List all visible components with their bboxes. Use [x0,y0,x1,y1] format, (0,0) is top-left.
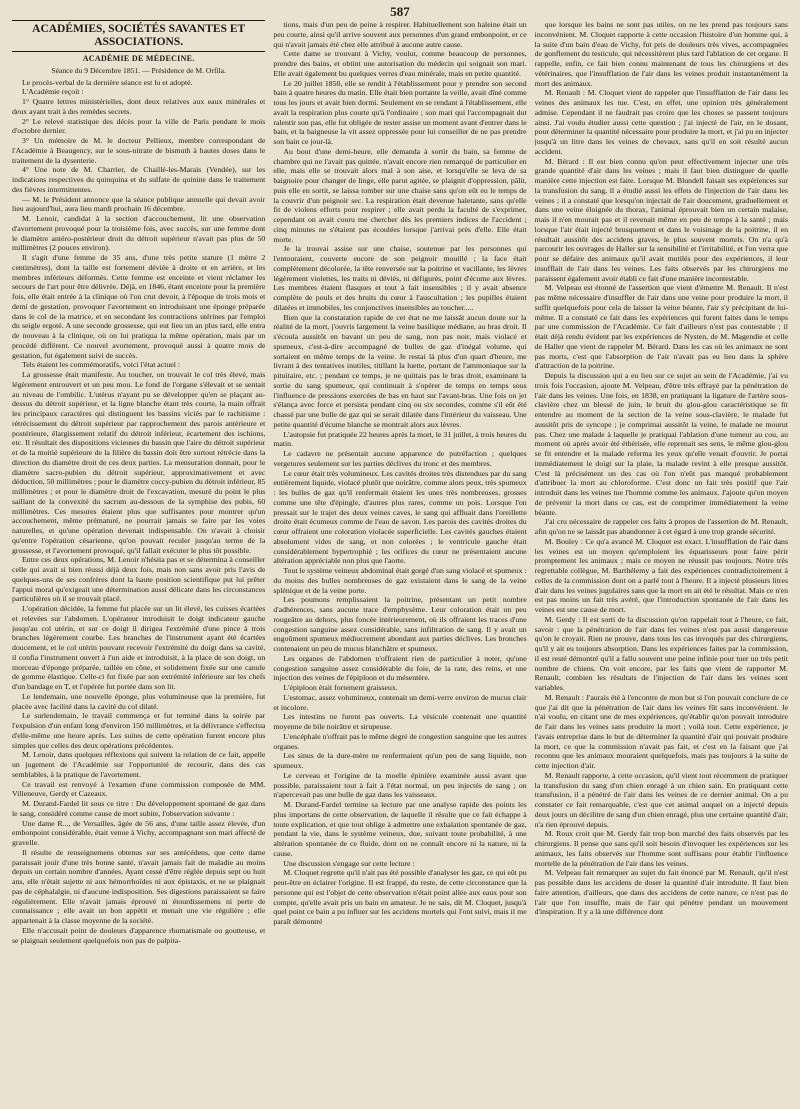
paragraph: Les intestins ne furent pas ouverts. La vésicule contenait une quantité moyenne de bile noirâtre et sirupeuse. [273,712,527,731]
paragraph: Tels étaient les commémoratifs, voici l'état actuel : [22,360,181,370]
paragraph: Il résulte de renseignemens obtenus sur ses antécédens, que cette dame paraissait jouir d'une très bonne santé, n'avait jamais fait de maladie au moins depuis un certain nombre d'années. Ayant cessé d'être réglée depuis sept ou huit ans, elle n'était sujette ni aux hémorrhoïdes ni aux épistaxis, et ne se plaignait pas de céphalalgie, ni d'aucune indisposition. Ses digestions paraissaient se faire régulièrement. Elle n'avait jamais éprouvé ni étourdissemens ni perte de connaissance ; elle avait un bon appétit et menait une vie régulière ; elle appartenait à la classe moyenne de la société. [12,847,266,925]
paragraph: Cette dame se trouvant à Vichy, voulut, comme beaucoup de personnes, prendre des bains, et obtint une autorisation du médecin qui soignait son mari. Elle avait également bu quelques verres d'eau minérale, mais en petite quantité. [273,49,527,78]
paragraph: M. Velpeau est étonné de l'assertion que vient d'émettre M. Renault. Il n'est pas même nécessaire d'insuffler de l'air dans une veine pour produire la mort, il suffit quelquefois pour cela de laisser la veine béante, l'air s'y précipitant de lui-même. Il a constaté ce fait dans les expériences qui furent faites dans le temps par une commission de l'Académie. Ce fait d'ailleurs n'est pas contestable ; il était déjà rendu évident par les expériences de Nysten, de M. Magendie et celle de Haller que vient de rappeler M. Bérard. Dans les cas où les animaux ne sont pas morts, c'est que l'absorption de l'air n'avait pas eu lieu dans la sphère d'attraction de la poitrine. [534,283,788,371]
paragraph: M. Renault : M. Cloquet vient de rappeler que l'insufflation de l'air dans les veines des animaux les tue. C'est, en effet, une opinion très généralement admise. Cependant il ne faudrait pas croire que les choses se passent toujours ainsi. J'ai voulu étudier aussi cette question ; j'ai injecté de l'air, en le dosant, pour déterminer la quantité nécessaire pour produire la mort, et j'ai pu en injecter jusqu'à un litre dans les veines de chevaux, sans qu'il en soit résulté aucun accident. [534,88,788,156]
paragraph: Elle n'accusait point de douleurs d'apparence rhumatismale ou goutteuse, et se plaignait seulement quelquefois non pas de palpita- [12,925,266,945]
paragraph: 4° Une note de M. Charrier, de Chaillé-les-Marais (Vendée), sur les indications respectives du quinquina et du sulfate de quinine dans le traitement des fièvres intermittentes. [12,165,266,194]
paragraph: L'estomac, assez volumineux, contenait un demi-verre environ de mucus clair et incolore. [273,692,527,712]
column-3-body [535,20,788,917]
column-1 [12,20,265,1108]
paragraph: M. Durand-Fardel lit sous ce titre : Du développement spontané de gaz dans le sang, considéré comme cause de mort subite, l'observation suivante : [12,799,266,818]
paragraph: Les sinus de la dure-mère ne renfermaient qu'un peu de sang liquide, non spumeux. [273,751,527,770]
paragraph: Le surlendemain, le travail commença et fut terminé dans la soirée par l'expulsion d'un enfant long d'environ 150 millimètres, et la délivrance s'effectua d'elle-même une heure après. Les suites de cette opération furent encore plus simples que celles des deux opérations précédentes. [12,711,266,750]
paragraph: Le cœur était très volumineux. Les cavités droites très distendues par du sang entièrement liquide, violacé plutôt que noirâtre, comme alors peux, très spumeux : les bulles de gaz qu'il renfermait étaient les unes très nombreuses, grosses comme une tête d'épingle, d'autres plus rares, comme un pois. Lorsque l'on pressait sur le trajet des deux veines caves, le sang qui affluait dans l'oreillette droite était écumeux comme de l'eau de savon. Les parois des cavités droites du cœur offraient une coloration violacée superficielle. Les cavités gauches étaient absolument vides de sang, et non colorées ; le ventricule gauche était considérablement hypertrophié ; les orifices du cœur ne présentaient aucune altération appréciable non plus que l'aorte. [273,468,527,566]
paragraph: Une discussion s'engage sur cette lecture : [283,858,415,868]
paragraph: que lorsque les bains ne sont pas utiles, on ne les prend pas toujours sans inconvénient. M. Cloquet rapporte à cette occasion l'histoire d'un homme qui, à la suite d'un bain d'eau de Vichy, fut pris de douleurs très vives, accompagnées de gonflement du testicule, qui nécessitèrent plus tard l'ablation de cet organe. Il rappelle, enfin, ce fait bien connu maintenant de tous les chirurgiens et des vétérinaires, que l'insufflation de l'air dans les veines produit instantanément la mort des animaux. [534,20,788,88]
paragraph: M. Bouley : Ce qu'a avancé M. Cloquet est exact. L'insufflation de l'air dans les veines est un moyen qu'emploient les équarisseurs pour faire périr promptement les animaux ; mais ce moyen ne réussit pas toujours. Notre très regrettable collègue, M. Barthélemy a fait des expériences contradictoirement à celles de la commission dont on a parlé tout à l'heure. Il a injecté plusieurs litres d'air dans les veines jugulaires sans que la mort en ait été le résultat. Mais ce n'en est pas moins un fait très avéré, que l'introduction spontanée de l'air dans les veines est une cause de mort. [534,536,788,614]
column-2-body [273,20,526,927]
paragraph: Il s'agit d'une femme de 35 ans, d'une très petite stature (1 mètre 2 centimètres), dont la taille est fortement déviée à droite et en arrière, et les membres inférieurs déformés. Cette femme est enceinte et vient réclamer les secours de l'art pour être délivrée. Déjà, en 1846, étant enceinte pour la première fois, elle était entrée à la clinique où l'on crut devoir, à l'époque de trois mois et demi de gestation, provoquer l'avortement en introduisant une éponge préparée dans le col de la matrice, et en secondant les contractions utérines par l'emploi du seigle ergoté. A une seconde grossesse, qui eut lieu un an plus tard, elle entra de nouveau à la clinique, où on lui pratiqua la même opération, mais par un procédé différent. Ce nouvel avortement, provoqué aussi à quatre mois de gestation, fut également suivi de succès. [12,253,266,360]
paragraph: Le cadavre ne présentait aucune apparence de putréfaction ; quelques vergetures seulement sur les parties déclives du tronc et des membres. [273,449,527,468]
paragraph: Le cerveau et l'origine de la moelle épinière examinée aussi avant que possible, paraissaient tout à fait à l'état normal, un peu injectés de sang ; on n'apercevait pas une bulle de gaz dans les vaisseaux. [273,770,527,800]
paragraph: La grossesse était manifeste. Au toucher, on trouvait le col très élevé, mais légèrement entrouvert et un peu mou. Le fond de l'organe s'élevait et se sentait au niveau de l'ombilic. L'utérus n'ayant pu se développer qu'en se plaçant au-dessus du détroit supérieur, et la ligne blanche étant très courte, la main offrait les principaux caractères qui distinguent les bassins viciés par le rachitisme : rétrécissement du détroit supérieur par rapprochement des parois antérieure et postérieure, élargissement relatif du détroit inférieur, écartement des ischions, etc. Il résultait des dispositions vicieuses du bassin que l'aire du détroit supérieur et de la moitié supérieure de la filière du bassin doit être surtout rétrécie dans la direction du diamètre droit de ces deux parties. La mensuration donnait, pour le diamètre sacro-pubien du détroit supérieur, approximativement et avec déduction, 50 millimètres ; pour le diamètre coccy-pubien du détroit inférieur, 85 millimètres ; et pour le diamètre droit de l'excavation, mesuré du point le plus saillant de la convexité du sacrum au-dessous de la symphise des pubis, 60 millimètres. Ces mesures étaient plus que suffisantes pour montrer qu'un accouchement, même prématuré, ne pourrait jamais se faire par les voies naturelles, et qu'une opération devenait indispensable. On n'avait à choisir qu'entre l'opération césarienne, qu'on pouvait reculer jusqu'au terme de la grossesse, et l'avortement provoqué, qu'il fallait exécuter le plus tôt possible. [12,370,266,555]
paragraph: M. Renault : J'aurais été à l'encontre de mon but si l'on pouvait conclure de ce que j'ai dit que la pénétration de l'air dans les veines fût sans inconvénient. Je n'ai voulu, en citant une de mes expériences, qu'établir qu'on pouvait introduire de l'air dans les veines sans produire la mort ; voilà tout. Cette expérience, je l'avais entreprise dans le but de déterminer la quantité d'air qui pouvait produire la mort, ce que la commission n'avait pas fait, et c'est en la faisant que j'ai reconnu que les animaux mouraient quelquefois, mais pas toujours à la suite de cette injection d'air. [534,692,788,770]
paragraph: Tout le système veineux abdominal était gorgé d'un sang violacé et spumeux : du moins des bulles nombreuses de gaz existaient dans le sang de la veine splénique et de la veine porte. [273,566,527,595]
paragraph: 2° Le relevé statistique des décès pour la ville de Paris pendant le mois d'octobre dernier. [12,116,266,136]
paragraph: Depuis la discussion qui a eu lieu sur ce sujet au sein de l'Académie, j'ai vu trois fois l'occasion, ajoute M. Velpeau, d'être très effrayé par la pénétration de l'air dans les veines. Une fois, en 1838, en pratiquant la ligature de l'artère sous-clavière chez un blessé de juin, le bruit du glou-glou caractéristique se fit entendre au moment de la section de la veine sous-clavière, le malade fut aussitôt pris de syncope ; je comprimai aussitôt la veine, le malade ne mourut pas. Chez une malade à laquelle je pratiquai l'ablation d'une tumeur au cou, au moment où après avoir été éthérisée, elle reprenait ses sens, le même glou-glou se fit entendre et la malade referma les yeux qu'elle venait d'ouvrir. Je portai immédiatement le doigt sur la plaie, la malade revint à elle presque aussitôt. C'est là précisément un des cas où l'on n'eût pas manqué probablement d'attribuer la mort au chloroforme. C'est donc un fait très positif que l'air introduit dans les veines tue l'homme comme les animaux. J'ajoute qu'on moyen de prévenir la mort dans ce cas, est de comprimer immédiatement la veine béante. [534,371,788,517]
paragraph: M. Renault rapporte, à cette occasion, qu'il vient tout récemment de pratiquer la transfusion du sang d'un chien enragé à un chien sain. En pratiquant cette transfusion, il a pénétré de l'air dans les veines de ce dernier animal. On a pu constater ce fait remarquable, c'est que cet animal auquel on a injecté depuis deux jours un décilitre de sang d'un chien enragé, plus une certaine quantité d'air, n'a rien éprouvé depuis. [534,770,788,829]
paragraph: L'encéphale n'offrait pas le même degré de congestion sanguine que les autres organes. [273,731,527,751]
paragraph: L'épiploon était fortement graisseux. [283,683,398,692]
column-2 [273,20,526,1108]
paragraph: M. Durand-Fardel termine sa lecture par une analyse rapide des points les plus importans de cette observation, de laquelle il résulte que ce fait échappe à toute explication, et que tout oblige à admettre une exhalation spontanée de gaz, pendant la vie, dans le système veineux, due, suivant toute probabilité, à une altération spontanée de ce fluide, dont on ne connaît encore ni la nature, ni la cause. [273,800,527,858]
paragraph: M. Gerdy : Il est sorti de la discussion qu'on rappelait tout à l'heure, ce fait, savoir : que la pénétration de l'air dans les veines n'est pas aussi dangereuse qu'on le croyait. Rien ne prouve, dans tous les cas invoqués par des chirurgiens, qu'il y ait eu toujours absorption. Dans les expériences faites par la commission, il est resté démontré qu'il a fallu souvent une peine infinie pour tuer un très petit nombre de chiens. On voit encore, par les faits que vient de rapporter M. Renault, combien les résultats de l'injection de l'air dans les veines sont variables. [534,614,788,692]
paragraph: Le 20 juillet 1850, elle se rendit à l'établissement pour y prendre son second bain à quatre heures du matin. Elle était bien portante la veille, avait dîné comme tous les jours et avait bien dormi. Seulement en se rendant à l'établissement, elle avait la respiration plus courte qu'à l'ordinaire ; son mari qui l'accompagnait dut ralentir son pas, elle fut obligée de rester assise un moment avant d'entrer dans le bain, et la baigneuse la vit assez oppressée pour lui conseiller de ne pas prendre son bain ce jour-là. [273,78,527,146]
columns [12,20,788,1108]
paragraph: Le lendemain, une nouvelle éponge, plus volumineuse que la première, fut placée avec facilité dans la cavité du col dilaté. [12,691,266,711]
paragraph: L'Académie reçoit : [22,87,84,97]
paragraph: J'ai cru nécessaire de rappeler ces faits à propos de l'assertion de M. Renault, afin qu'on ne se laissât pas abandonner à cet égard à une trop grande sécurité. [534,517,788,536]
paragraph: Le procès-verbal de la dernière séance est lu et adopté. [22,77,193,87]
paragraph: M. Lenoir, candidat à la section d'accouchement, lit une observation d'avortement provoqué pour la troisième fois, avec succès, sur une femme dont le diamètre antéro-postérieur droit du détroit supérieur n'avait pas plus de 50 millimètres (2 pouces environ). [12,214,266,253]
paragraph: M. Bérard : Il est bien connu qu'on peut effectivement injecter une très grande quantité d'air dans les veines ; mais il faut bien distinguer de quelle manière cette injection est faite. Lorsque M. Blundell faisait ses expériences sur la transfusion du sang, il a étudié aussi les effets de l'injection de l'air dans les veines ; il a constaté que lorsqu'on injectait de l'air doucement, graduellement et dans une veine éloignée du thorax, l'animal éprouvait bien un certain malaise, mais il n'en mourait pas et il revenait même en peu de temps à la santé ; mais lorsque l'air était injecté brusquement et dans le voisinage de la poitrine, il en résultait aussitôt des accidens graves, le plus souvent mortels. On n'a qu'à parcourir les ouvrages de Haller sur la sensibilité et l'irritabilité, et l'on verra que pour se défaire des animaux qu'il avait mutilés pour des expériences, il leur insufflait de l'air dans les veines. Les faits observés par les chirurgiens me paraissent également avoir établi ce fait d'une manière incontestable. [534,156,788,283]
paragraph: Une dame R..., de Versailles, âgée de 56 ans, d'une taille assez élevée, d'un embonpoint considérable, était venue à Vichy, accompagnant son mari affecté de gravelle. [12,818,266,847]
paragraph: 1° Quatre lettres ministérielles, dont deux relatives aux eaux minérales et deux ayant trait à des remèdes secrets. [12,97,266,116]
seance-line: Séance du 9 Décembre 1851. — Présidence de M. Orfila. [51,65,226,75]
column-1-body [12,78,265,946]
paragraph: Entre ces deux opérations, M. Lenoir n'hésita pas et se détermina à conseiller celle qui avait si bien réussi déjà deux fois, mais non sans avoir pris l'avis de quelques-uns de ses confrères dont la haute position scientifique put lui prêter l'appui moral qu'exigeait une détermination aussi délicate dans les circonstances particulières où il se trouvait placé. [12,555,266,604]
paragraph: L'autopsie fut pratiquée 22 heures après la mort, le 31 juillet, à trois heures du matin. [273,429,527,449]
paragraph: Les poumons remplissaient la poitrine, présentant un petit nombre d'adhérences, sans aucune trace d'emphysème. Leur coloration était un peu rougeâtre au dehors, plus foncée intérieurement, où ils offraient les traces d'une congestion sanguine assez considérable, sans infiltration de sang. Il y avait un engoûment spumeux médiocrement abondant aux parties déclives. Les bronches contenaient un peu de mucus blanchâtre et spumeux. [273,595,527,653]
paragraph: Ce travail est renvoyé à l'examen d'une commission composée de MM. Villeneuve, Gerdy et Cazeaux. [12,779,266,799]
paragraph: L'opération décidée, la femme fut placée sur un lit élevé, les cuisses écartées et relevées sur l'abdomen. L'opérateur introduisit le doigt indicateur gauche jusqu'au col utérin, et sur ce doigt il dirigea l'extrémité d'une pince à trois branches légèrement courbe. Les branches de l'instrument ayant été écartées doucement, et le col utérin pouvant recevoir l'extrémité du doigt dans sa cavité, il confia l'instrument ouvert à l'un aide et introduisit, à la place de son doigt, un morceau d'éponge préparée, taillée en cône, et solidement fixée sur une canule de gomme élastique. Celle-ci fut fixée par son extrémité inférieure sur les chefs d'un bandage en T, et l'opérée fut portée dans son lit. [12,604,266,691]
page-number: 587 [390,4,410,19]
paragraph: Je la trouvai assise sur une chaise, soutenue par les personnes qui l'entouraient, couverte encore de son peignoir mouillé ; la face était complètement décolorée, la tête renversée sur la poitrine et vacillante, les lèvres légèrement violettes, les traits ni déviés, ni défigurés, point d'écume aux lèvres. Les membres étaient flasques et tout à fait insensibles ; il y avait absence complète de pouls et des bruits du cœur à l'auscultation ; les pupilles étaient dilatées et immobiles, les conjonctives insensibles au toucher..... [273,244,527,312]
paragraph: M. Cloquet regrette qu'il n'ait pas été possible d'analyser les gaz, ce qui eût pu peut-être en éclairer l'origine. Il est frappé, du reste, de cette circonstance que la personne qui est l'objet de cette observation n'était point allée aux eaux pour son compte, qu'elle avait pris un bain en amateur. Je ne sais, dit M. Cloquet, jusqu'à quel point ce bain a pu influer sur les accidens mortels qui l'ont suivi, mais il me paraît démontré [273,868,527,926]
paragraph: tions, mais d'un peu de peine à respirer. Habituellement son haleine était un peu courte, ainsi qu'il arrive souvent aux personnes d'un grand embonpoint, et ce qui n'avait jamais été chez elle attribué à aucune autre cause. [273,20,527,49]
paragraph: Au bout d'une demi-heure, elle demanda à sortir du bain, sa femme de chambre qui ne l'avait pas quittée, n'avait encore rien remarqué de particulier en elle, mais elle se trouvait alors mal à son aise, et lorsqu'elle se leva de sa baignoire pour changer de linge, elle parut agitée, se plaignit d'oppression, pâlit, puis elle en sortit, se laissa tomber sur une chaise sans qu'on eût eu le temps de la couvrir d'un peignoir sec. La respiration était devenue haletante, sans qu'elle fit de violens efforts pour respirer ; elle avait perdu la faculté de s'exprimer, cependant on avait couru me chercher dès les premiers indices de l'accident ; cinq minutes ne s'étaient pas écoulées lorsque j'arrivai près d'elle. Elle était morte. [273,146,527,244]
paragraph: Bien que la constatation rapide de cet état ne me laissât aucun doute sur la réalité de la mort, j'ouvris largement la veine basilique médiane, au bras droit. Il s'écoula aussitôt en bavant un peu de sang, non pas noir, mais violacé et spumeux, c'est-à-dire accompagné de bulles de gaz d'inégal volume, qui sortaient en même temps de la veine. Je restai là plus d'un quart d'heure, me livrant à des tentatives inutiles, titillant la luette, portant de l'ammoniaque sur la pituitaire, etc. ; pendant ce temps, je ne quittais pas le bras droit, examinant la sortie du sang spumeux, qui continuait à s'opérer de temps en temps sous l'influence de pressions exercées de bas en haut sur l'avant-bras. Une fois on jet s'élança avec force et persista pendant cinq ou six secondes, comme s'il eût été chassé par une bulle de gaz qui se serait dilatée dans l'intérieur du vaisseau. Une petite quantité d'écume blanche se montrait alors aux lèvres. [273,312,527,429]
paragraph: M. Roux croit que M. Gerdy fait trop bon marché des faits observés par les chirurgiens. Il pense que sans qu'il soit besoin d'invoquer les expériences sur les animaux, les faits observés sur l'homme sont suffisans pour établir l'influence mortelle de la pénétration de l'air dans les veines. [534,829,788,868]
section-heading: ACADÉMIES, SOCIÉTÉS SAVANTES ET ASSOCIATIONS. [12,20,265,52]
paragraph: Les organes de l'abdomen n'offraient rien de particulier à noter, qu'une congestion sanguine assez considérable du foie, de la rate, des reins, et une injection des veines de l'épiploon et du mésentère. [273,653,527,683]
section-subheading: ACADÉMIE DE MÉDECINE. [82,54,195,63]
paragraph: 3° Un mémoire de M. le docteur Pellieux, membre correspondant de l'Académie à Beaugency, sur le sous-nitrate de bismuth à hautes doses dans le traitement de la dysenterie. [12,136,266,165]
paragraph: — M. le Président annonce que la séance publique annuelle qui devait avoir lieu aujourd'hui, aura lieu mardi prochain 16 décembre. [12,194,266,214]
paragraph: M. Lenoir, dans quelques réflexions qui suivent la relation de ce fait, appelle un jugement de l'Académie sur l'opportunité de recourir, dans des cas semblables, à la pratique de l'avortement. [12,750,266,779]
column-3 [535,20,788,1108]
paragraph: M. Velpeau fait remarquer au sujet du fait énoncé par M. Renault, qu'il n'est pas possible dans les accidens de doser la quantité d'air introduite. Il faut bien faire attention, d'ailleurs, que dans des accidens de cette nature, ce n'est pas de l'air que l'on insuffle, mais de l'air qui pénètre pendant un mouvement d'inspiration. Il y a là une différence dont [534,868,788,917]
